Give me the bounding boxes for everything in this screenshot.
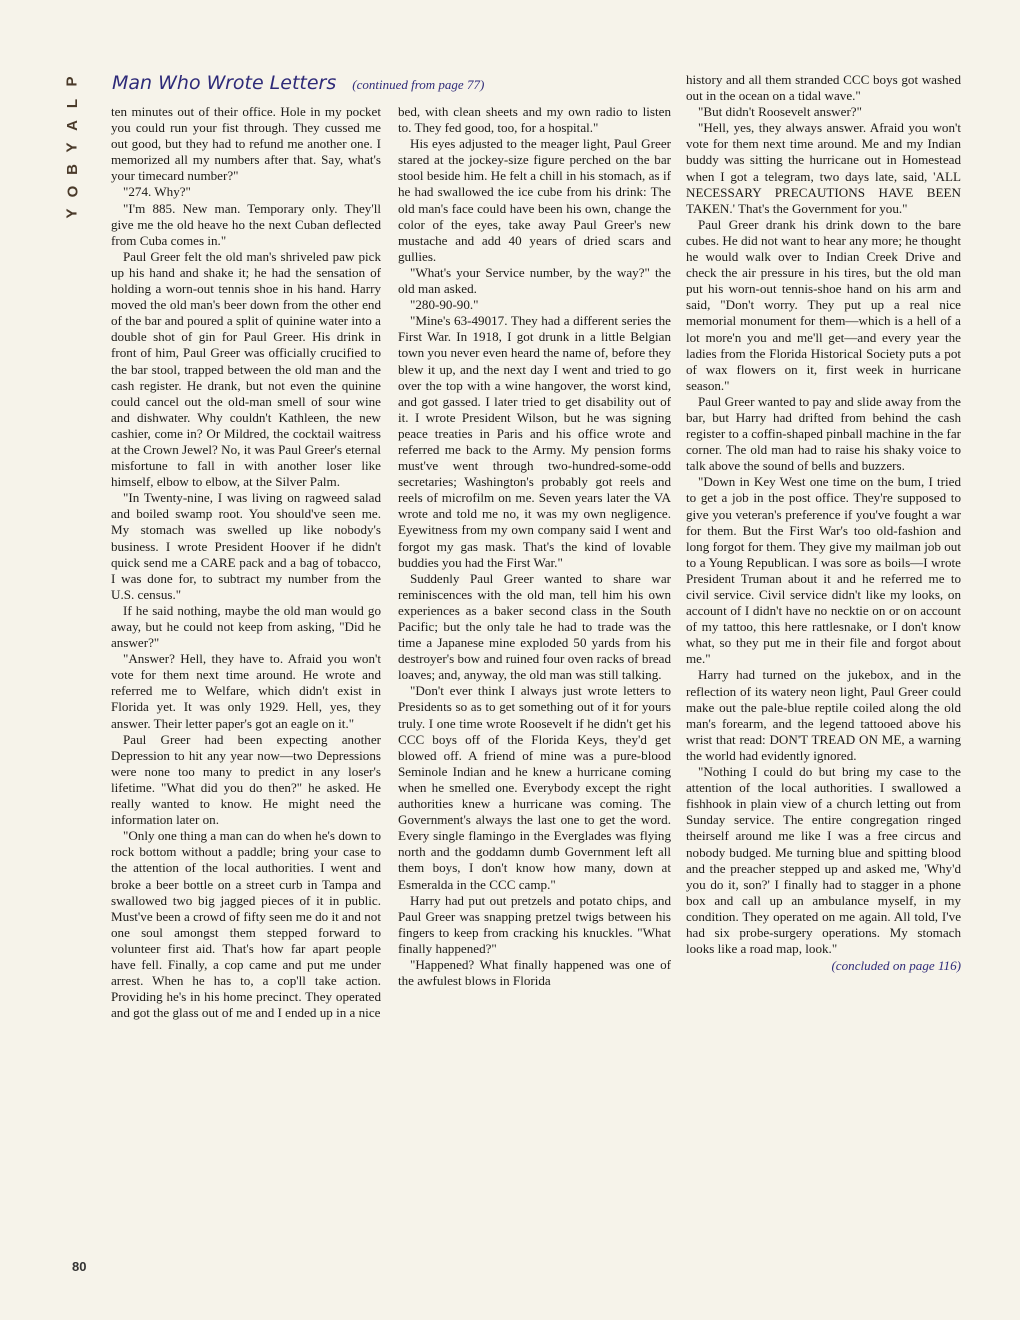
paragraph: "Mine's 63-49017. They had a different series the First War. In 1918, I got drunk in a little Belgian town you never even heard the name of, before they blew it up, and the next day I went and tried to go over the top with a wine hangover, the worst kind, and got gassed. I later tried to get disability out of it. I wrote President Wilson, but he was signing peace treaties in Paris and his office wrote and referred me back to the Army. My pension forms must've went through two-hundred-some-odd secretaries; Washington's probably got reels and reels of microfilm on me. Seven years later the VA wrote and told me no, it was my own negligence. Eyewitness from my own company said I went and forgot my gas mask. That's the kind of lovable buddies you had the First War." bbox=[398, 313, 671, 570]
text-column-1 bbox=[111, 104, 381, 1284]
paragraph: "What's your Service number, by the way?" the old man asked. bbox=[398, 264, 671, 297]
paragraph: "Down in Key West one time on the bum, I tried to get a job in the post office. They're supposed to give you veteran's preference if you've fought a war for them. But the First War's too old-fashion and long forgot for them. They give my mailman job out to a Young Republican. I was sore as boils—I wrote President Truman about it and he referred me to civil service. Civil service didn't like my looks, on account of I didn't have no necktie on or on account of my tattoo, this here rattlesnake, or I don't know what, so they put me in their file and forgot about me." bbox=[686, 474, 961, 667]
paragraph: ten minutes out of their office. Hole in my pocket you could run your fist through. They cussed me out good, but they had to refund me another one. I memorized all my numbers after that. Say, what's your timecard number?" bbox=[111, 104, 381, 184]
paragraph: "I'm 885. New man. Temporary only. They'll give me the old heave ho the next Cuban deflected from Cuba comes in." bbox=[111, 200, 381, 248]
paragraph: "280-90-90." bbox=[410, 297, 479, 313]
paragraph: "Hell, yes, they always answer. Afraid you won't vote for them next time around. Me and my Indian buddy was sitting the hurricane out in Homestead when I got a telegram, two days late, said, 'ALL NECESSARY PRECAUTIONS HAVE BEEN TAKEN.' That's the Government for you." bbox=[686, 120, 961, 216]
page-number: 80 bbox=[72, 1259, 87, 1274]
paragraph: "Answer? Hell, they have to. Afraid you won't vote for them next time around. He wrote and referred me to Welfare, which didn't exist in Florida yet. It was only 1929. Hell, yes, they answer. Their letter paper's got an eagle on it." bbox=[111, 651, 381, 731]
paragraph: "274. Why?" bbox=[123, 184, 191, 200]
paragraph: "Only one thing a man can do when he's down to rock bottom without a paddle; bring your case to the attention of the local authorities. I went and broke a beer bottle on a street curb in Tampa and swallowed two big jagged pieces of it in public. Must've been a crowd of fifty seen me do it and not one soul amongst them stepped forward to volunteer first aid. That's how far apart people have fell. Finally, a cop came and put me under arrest. When he has to, a cop'll take action. Providing he's in his home precinct. They operated and got the glass out of me and I ended up in a nice bbox=[111, 828, 381, 1021]
paragraph: bed, with clean sheets and my own radio to listen to. They fed good, too, for a hospital." bbox=[398, 104, 671, 136]
magazine-name bbox=[58, 70, 88, 310]
paragraph: "Don't ever think I always just wrote letters to Presidents so as to get something out of it for yours truly. I one time wrote Roosevelt if he didn't get his CCC boys off of the Florida Keys, they'd get blowed off. A friend of mine was a pure-blood Seminole Indian and he knew a hurricane coming when he smelled one. Everybody except the right authorities knew a hurricane was coming. The Government's always the last one to get the word. Every single flamingo in the Everglades was flying north and the goddamn dumb Government left all them boys, I don't know how many, down at Esmeralda in the CCC camp." bbox=[398, 683, 671, 892]
paragraph: Paul Greer had been expecting another Depression to hit any year now—two Depressions were none too many to predict in any loser's lifetime. "What did you do then?" he asked. He really wanted to know. He might need the information later on. bbox=[111, 731, 381, 828]
magazine-letter: P bbox=[63, 75, 81, 87]
magazine-letter: A bbox=[64, 119, 81, 131]
concluded-note: (concluded on page 116) bbox=[831, 958, 961, 974]
paragraph: His eyes adjusted to the meager light, Paul Greer stared at the jockey-size figure perched on the bar stool beside him. He felt a chill in his stomach, as if he had swallowed the ice cube from his drink: The old man's face could have been his own, change the color of the eyes, take away Paul Greer's new mustache and add 40 years of dried scars and gullies. bbox=[398, 136, 671, 264]
paragraph: "In Twenty-nine, I was living on ragweed salad and boiled swamp root. You should've seen me. My stomach was swelled up like nobody's business. I wrote President Hoover if he didn't quick send me a CARE pack and a bag of tobacco, I was done for, to subtract my number from the U.S. census." bbox=[111, 490, 381, 602]
article-title: Man Who Wrote Letters bbox=[112, 72, 337, 94]
paragraph: "But didn't Roosevelt answer?" bbox=[698, 104, 862, 120]
paragraph: Harry had turned on the jukebox, and in the reflection of its watery neon light, Paul Greer could make out the pale-blue reptile coiled along the old man's forearm, and the legend tattooed above his wrist that read: DON'T TREAD ON ME, a warning the world had evidently ignored. bbox=[686, 667, 961, 763]
text-column-2 bbox=[398, 104, 671, 1284]
paragraph: Suddenly Paul Greer wanted to share war reminiscences with the old man, tell him his own experiences as a baker second class in the South Pacific; but the only tale he had to trade was the time a Japanese mine exploded 50 yards from his destroyer's bow and ruined four oven racks of bread loaves; and, anyway, the old man was still talking. bbox=[398, 570, 671, 683]
paragraph: history and all them stranded CCC boys got washed out in the ocean on a tidal wave." bbox=[686, 72, 961, 104]
magazine-letter: B bbox=[64, 163, 81, 175]
magazine-letter: O bbox=[63, 184, 81, 198]
paragraph: Paul Greer wanted to pay and slide away from the bar, but Harry had drifted from behind the cash register to a coffin-shaped pinball machine in the far corner. The old man had to raise his shaky voice to talk above the sound of bells and buzzers. bbox=[686, 393, 961, 474]
paragraph: If he said nothing, maybe the old man would go away, but he could not keep from asking, "Did he answer?" bbox=[111, 602, 381, 651]
paragraph: Paul Greer drank his drink down to the bare cubes. He did not want to hear any more; he thought he would walk over to Indian Creek Drive and check the air pressure in his tires, but the old man put his worn-out tennis-shoe hand on his arm and said, "Don't worry. They put up a real nice memorial monument for them—which is a hell of a lot more'n you and me'll get—and every year the ladies from the Florida Historical Society puts a pot of wax flowers on it, first week in hurricane season." bbox=[686, 216, 961, 393]
paragraph: Paul Greer felt the old man's shriveled paw pick up his hand and shake it; he had the sensation of holding a worn-out tennis shoe in his hand. Harry moved the old man's beer down from the other end of the bar and poured a split of quinine water into a double shot of gin for Paul Greer. His drink in front of him, Paul Greer was officially crucified to the bar stool, trapped between the old man and the cash register. He drank, but not even the quinine could cancel out the old-man smell of sour wine and dishwater. Why couldn't Kathleen, the new cashier, come in? Or Mildred, the cocktail waitress at the Crown Jewel? No, it was Paul Greer's eternal misfortune to fall in with another loser like himself, elbow to elbow, at the Silver Palm. bbox=[111, 248, 381, 490]
text-column-3 bbox=[686, 72, 961, 1284]
article-header bbox=[112, 72, 572, 94]
paragraph: "Nothing I could do but bring my case to the attention of the local authorities. I swallowed a fishhook in plain view of a church letting out from Sunday service. The entire congregation ringed theirself around me like I was a free circus and nobody budged. Me turning blue and spitting blood and the preacher stepped up and asked me, 'Why'd you do it, son?' I finally had to stagger in a phone box and call up an ambulance myself, in my condition. They operated on me again. All told, I've had six probe-surgery operations. My stomach looks like a road map, look." bbox=[686, 764, 961, 957]
magazine-letter: L bbox=[63, 97, 81, 109]
paragraph: Harry had put out pretzels and potato chips, and Paul Greer was snapping pretzel twigs between his fingers to keep from cracking his knuckles. "What finally happened?" bbox=[398, 892, 671, 956]
continued-note: (continued from page 77) bbox=[352, 77, 485, 92]
paragraph: "Happened? What finally happened was one of the awfulest blows in Florida bbox=[398, 956, 671, 989]
magazine-letter: Y bbox=[63, 207, 81, 219]
magazine-letter: Y bbox=[63, 141, 81, 153]
